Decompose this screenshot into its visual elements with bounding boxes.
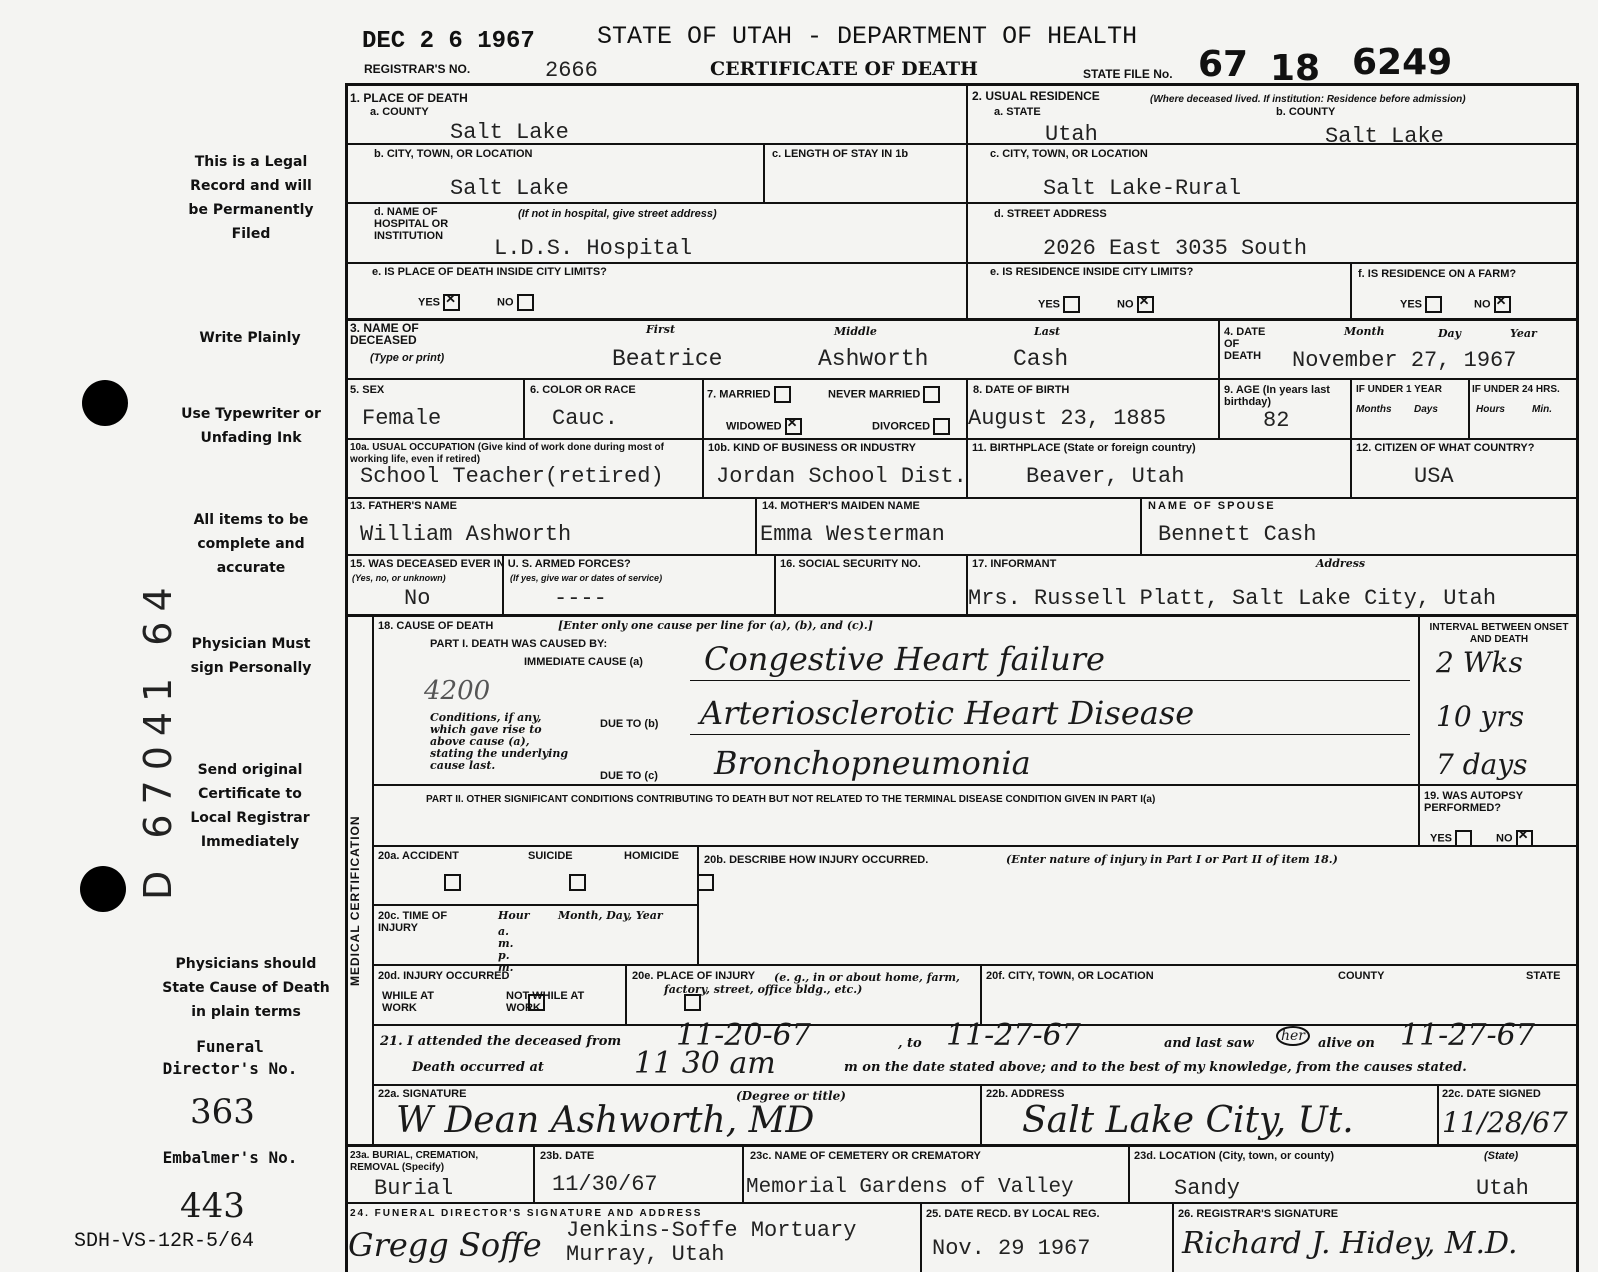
- death-occurred-note: m on the date stated above; and to the best of my knowledge, from the causes stated.: [844, 1060, 1467, 1075]
- location-state-label: (State): [1484, 1150, 1519, 1162]
- autopsy-no[interactable]: NO ✕: [1496, 830, 1533, 847]
- injury-county-label: COUNTY: [1338, 970, 1385, 982]
- physician-signature: W Dean Ashworth, MD: [396, 1100, 815, 1141]
- armed-forces-dates: ----: [554, 586, 607, 611]
- death-time: 11 30 am: [634, 1046, 776, 1081]
- date-signed-label: 22c. DATE SIGNED: [1442, 1088, 1541, 1100]
- part-one-label: PART I. DEATH WAS CAUSED BY:: [430, 638, 608, 650]
- armed-forces-label: 15. WAS DECEASED EVER IN U. S. ARMED FORCES?: [350, 558, 631, 570]
- date-of-birth: August 23, 1885: [968, 406, 1167, 431]
- to-label: , to: [898, 1036, 922, 1051]
- state-file-no-a: 67: [1198, 44, 1249, 85]
- funeral-director-address-1: Jenkins-Soffe Mortuary: [566, 1218, 857, 1243]
- sex: Female: [362, 406, 442, 431]
- funeral-director-address-2: Murray, Utah: [566, 1242, 725, 1267]
- residence-county: Salt Lake: [1325, 124, 1444, 149]
- residence-inside-yes[interactable]: YES: [1038, 296, 1080, 313]
- not-while-at-work-label: NOT WHILE AT WORK: [506, 990, 585, 1014]
- occupation-label: 10a. USUAL OCCUPATION (Give kind of work done during most of working life, even if retired): [350, 442, 664, 465]
- registrar-signature-label: 26. REGISTRAR'S SIGNATURE: [1178, 1208, 1339, 1220]
- cause-of-death-label: 18. CAUSE OF DEATH: [378, 620, 494, 632]
- cemetery: Memorial Gardens of Valley: [746, 1176, 1074, 1199]
- degree-label: (Degree or title): [736, 1089, 846, 1103]
- autopsy-no-box[interactable]: [1516, 830, 1533, 847]
- farm-yes-box[interactable]: [1425, 296, 1442, 313]
- cause-b: Arteriosclerotic Heart Disease: [700, 694, 1195, 732]
- interval-a: 2 Wks: [1436, 646, 1523, 679]
- never-married-box[interactable]: [923, 386, 940, 403]
- certificate-title: CERTIFICATE OF DEATH: [710, 58, 978, 80]
- armed-forces-dates-note: (If yes, give war or dates of service): [510, 573, 663, 583]
- informant: Mrs. Russell Platt, Salt Lake City, Utah: [968, 586, 1497, 611]
- funeral-director-signature: Gregg Soffe: [348, 1226, 542, 1264]
- birthplace: Beaver, Utah: [1026, 464, 1185, 489]
- form-number: SDH-VS-12R-5/64: [74, 1230, 255, 1253]
- registrar-no: 2666: [545, 58, 598, 83]
- punch-hole-bottom: [80, 866, 126, 912]
- divorced-box[interactable]: [933, 418, 950, 435]
- business: Jordan School Dist.: [716, 464, 967, 489]
- father-label: 13. FATHER'S NAME: [350, 500, 457, 512]
- department-title: STATE OF UTAH - DEPARTMENT OF HEALTH: [597, 22, 1138, 51]
- race-label: 6. COLOR OR RACE: [530, 384, 636, 396]
- attended-label: 21. I attended the deceased from: [380, 1034, 622, 1049]
- cemetery-label: 23c. NAME OF CEMETERY OR CREMATORY: [750, 1150, 981, 1162]
- ssn-label: 16. SOCIAL SECURITY NO.: [780, 558, 921, 570]
- state-file-no-b: 18: [1270, 48, 1321, 89]
- attended-to: 11-27-67: [946, 1018, 1081, 1053]
- place-inside-no-box[interactable]: [517, 294, 534, 311]
- registrar-no-label: REGISTRAR'S NO.: [364, 62, 471, 76]
- widowed-option[interactable]: WIDOWED ✕: [726, 418, 802, 435]
- injury-description-label: 20b. DESCRIBE HOW INJURY OCCURRED.: [704, 854, 929, 866]
- funeral-director-no: 363: [190, 1092, 255, 1132]
- residence-inside-no-box[interactable]: [1137, 296, 1154, 313]
- months-label: Months: [1356, 404, 1392, 415]
- sidebar-type: Use Typewriter or Unfading Ink: [181, 406, 321, 446]
- autopsy-yes[interactable]: YES: [1430, 830, 1472, 847]
- autopsy-label: 19. WAS AUTOPSY PERFORMED?: [1424, 790, 1523, 814]
- birthplace-label: 11. BIRTHPLACE (State or foreign country): [972, 442, 1196, 454]
- hospital-note: (If not in hospital, give street address): [518, 208, 717, 220]
- immediate-cause-label: IMMEDIATE CAUSE (a): [524, 656, 643, 668]
- due-to-b-label: DUE TO (b): [600, 718, 659, 730]
- under-1-year-label: IF UNDER 1 YEAR: [1356, 384, 1442, 395]
- divorced-option[interactable]: DIVORCED: [872, 418, 950, 435]
- age: 82: [1263, 408, 1290, 433]
- physician-address: Salt Lake City, Ut.: [1022, 1100, 1354, 1141]
- homicide-box[interactable]: [697, 874, 714, 891]
- day-label: Day: [1438, 327, 1462, 340]
- signature-label: 22a. SIGNATURE: [378, 1088, 467, 1100]
- funeral-director-no-label: Funeral Director's No.: [162, 1037, 298, 1078]
- length-of-stay-label: c. LENGTH OF STAY IN 1b: [772, 148, 909, 160]
- date-signed: 11/28/67: [1442, 1106, 1568, 1139]
- her-circled: her: [1276, 1026, 1310, 1046]
- due-to-c-label: DUE TO (c): [600, 770, 658, 782]
- residence-city-label: c. CITY, TOWN, OR LOCATION: [990, 148, 1148, 160]
- farm-yes[interactable]: YES: [1400, 296, 1442, 313]
- interval-c: 7 days: [1436, 748, 1528, 781]
- sidebar-legal: This is a Legal Record and will be Permanently Filed: [188, 154, 314, 242]
- residence-state-label: a. STATE: [994, 106, 1041, 118]
- place-inside-yes[interactable]: YES ✕: [418, 294, 460, 311]
- icd-code: 4200: [424, 676, 491, 706]
- punch-hole-top: [82, 380, 128, 426]
- month-label: Month: [1344, 325, 1385, 338]
- cause-of-death-note: [Enter only one cause per line for (a), (b), and (c).]: [558, 619, 873, 632]
- farm-no-box[interactable]: [1494, 296, 1511, 313]
- residence-note: (Where deceased lived. If institution: Residence before admission): [1150, 94, 1466, 105]
- year-label: Year: [1510, 327, 1537, 340]
- sex-label: 5. SEX: [350, 384, 385, 396]
- under-24-hrs-label: IF UNDER 24 HRS.: [1472, 384, 1560, 395]
- spouse-label: NAME OF SPOUSE: [1148, 500, 1276, 512]
- injury-occurred-label: 20d. INJURY OCCURRED: [378, 970, 510, 982]
- middle-label: Middle: [834, 325, 877, 338]
- father-name: William Ashworth: [360, 522, 572, 547]
- embalmer-no-label: Embalmer's No.: [162, 1148, 298, 1167]
- date-of-birth-label: 8. DATE OF BIRTH: [973, 384, 1070, 396]
- date-received: Nov. 29 1967: [932, 1236, 1091, 1261]
- location-state: Utah: [1476, 1176, 1529, 1201]
- accident-label: 20a. ACCIDENT: [378, 850, 459, 862]
- place-of-injury-label: 20e. PLACE OF INJURY: [632, 970, 756, 982]
- middle-name: Ashworth: [818, 346, 929, 372]
- am-pm-label: a. m. p. m.: [498, 925, 514, 974]
- not-while-at-work-box[interactable]: [684, 994, 701, 1011]
- while-at-work-label: WHILE AT WORK: [382, 990, 434, 1014]
- residence-county-label: b. COUNTY: [1276, 106, 1336, 118]
- place-of-death-label: 1. PLACE OF DEATH: [350, 91, 468, 105]
- burial-date-label: 23b. DATE: [540, 1150, 595, 1162]
- married-option[interactable]: 7. MARRIED: [707, 386, 791, 403]
- time-of-injury-label: 20c. TIME OF INJURY: [378, 910, 448, 934]
- stamp-date: DEC 2 6 1967: [362, 28, 535, 55]
- sidebar-physician: Physician Must sign Personally: [190, 636, 312, 676]
- suicide-label: SUICIDE: [528, 850, 573, 862]
- residence-city: Salt Lake-Rural: [1043, 176, 1242, 201]
- injury-description-note: (Enter nature of injury in Part I or Part II of item 18.): [1006, 853, 1338, 866]
- widowed-box[interactable]: [785, 418, 802, 435]
- name-label: 3. NAME OF DECEASED: [350, 321, 419, 347]
- state-file-no-c: 6249: [1352, 42, 1453, 83]
- injury-state-label: STATE: [1526, 970, 1561, 982]
- last-saw-date: 11-27-67: [1400, 1018, 1535, 1053]
- residence-inside-no[interactable]: NO ✕: [1117, 296, 1154, 313]
- armed-forces-note: (Yes, no, or unknown): [352, 573, 446, 583]
- medical-certification-label: MEDICAL CERTIFICATION: [348, 815, 362, 986]
- interval-label: INTERVAL BETWEEN ONSET AND DEATH: [1429, 622, 1569, 645]
- first-name: Beatrice: [612, 346, 723, 372]
- vertical-number: D 67041 64: [136, 577, 180, 900]
- place-of-injury-note: (e. g., in or about home, farm, factory, street, office bldg., etc.): [664, 971, 960, 996]
- death-occurred-label: Death occurred at: [412, 1060, 544, 1075]
- armed-forces: No: [404, 586, 431, 611]
- place-inside-no[interactable]: NO: [497, 294, 534, 311]
- cause-c: Bronchopneumonia: [714, 744, 1031, 782]
- residence-label: 2. USUAL RESIDENCE: [972, 89, 1100, 103]
- street-address-label: d. STREET ADDRESS: [994, 208, 1107, 220]
- place-inside-yes-box[interactable]: [443, 294, 460, 311]
- business-label: 10b. KIND OF BUSINESS OR INDUSTRY: [708, 442, 917, 454]
- min-label: Min.: [1532, 404, 1552, 415]
- state-file-label: STATE FILE No.: [1083, 67, 1173, 81]
- autopsy-yes-box[interactable]: [1455, 830, 1472, 847]
- never-married-option[interactable]: NEVER MARRIED: [828, 386, 940, 403]
- citizen: USA: [1414, 464, 1454, 489]
- alive-on-label: alive on: [1318, 1036, 1375, 1051]
- hour-label: Hour: [498, 909, 530, 922]
- date-of-death-label: 4. DATE OF DEATH: [1224, 326, 1266, 362]
- attended-from: 11-20-67: [676, 1018, 811, 1053]
- sidebar-send: Send original Certificate to Local Registrar Immediately: [190, 762, 310, 850]
- interval-b: 10 yrs: [1436, 700, 1525, 733]
- street-address: 2026 East 3035 South: [1043, 236, 1308, 261]
- burial: Burial: [374, 1176, 454, 1201]
- registrar-signature: Richard J. Hidey, M.D.: [1182, 1226, 1518, 1261]
- date-of-death: November 27, 1967: [1292, 348, 1517, 373]
- date-received-label: 25. DATE RECD. BY LOCAL REG.: [926, 1208, 1100, 1220]
- last-label: Last: [1034, 325, 1061, 338]
- place-city: Salt Lake: [450, 176, 569, 201]
- mother-label: 14. MOTHER'S MAIDEN NAME: [762, 500, 920, 512]
- spouse-name: Bennett Cash: [1158, 522, 1317, 547]
- place-county: Salt Lake: [450, 120, 569, 145]
- place-county-label: a. COUNTY: [370, 106, 429, 118]
- last-saw-label: and last saw: [1164, 1036, 1254, 1051]
- residence-inside-yes-box[interactable]: [1063, 296, 1080, 313]
- hours-label: Hours: [1476, 404, 1505, 415]
- age-label: 9. AGE (In years last birthday): [1224, 384, 1330, 408]
- funeral-director-signature-label: 24. FUNERAL DIRECTOR'S SIGNATURE AND ADDRESS: [350, 1208, 703, 1219]
- place-city-label: b. CITY, TOWN, OR LOCATION: [374, 148, 533, 160]
- mdy-label: Month, Day, Year: [558, 909, 663, 922]
- sidebar-write: Write Plainly: [199, 330, 301, 346]
- name-note: (Type or print): [370, 352, 445, 364]
- days-label: Days: [1414, 404, 1438, 415]
- residence-inside-label: e. IS RESIDENCE INSIDE CITY LIMITS?: [990, 266, 1194, 278]
- injury-city-label: 20f. CITY, TOWN, OR LOCATION: [986, 970, 1154, 982]
- part-two-label: PART II. OTHER SIGNIFICANT CONDITIONS CONTRIBUTING TO DEATH BUT NOT RELATED TO THE TERMINAL DISEASE CONDITION GIVEN IN PART I(a): [426, 794, 1156, 805]
- conditions-note: Conditions, if any, which gave rise to above cause (a), stating the underlying cause last.: [430, 711, 569, 772]
- hospital-name: L.D.S. Hospital: [494, 236, 693, 261]
- inside-city-label: e. IS PLACE OF DEATH INSIDE CITY LIMITS?: [372, 266, 607, 278]
- sidebar-complete: All items to be complete and accurate: [193, 512, 309, 576]
- mother-name: Emma Westerman: [760, 522, 945, 547]
- race: Cauc.: [552, 406, 619, 431]
- hospital-label: d. NAME OF HOSPITAL OR INSTITUTION: [374, 206, 449, 242]
- embalmer-no: 443: [180, 1186, 245, 1226]
- location-label: 23d. LOCATION (City, town, or county): [1134, 1150, 1335, 1162]
- physician-address-label: 22b. ADDRESS: [986, 1088, 1065, 1100]
- first-label: First: [646, 323, 676, 336]
- informant-label: 17. INFORMANT: [972, 558, 1057, 570]
- informant-address-label: Address: [1316, 557, 1366, 570]
- sidebar-cause: Physicians should State Cause of Death in plain terms: [162, 956, 330, 1020]
- location: Sandy: [1174, 1176, 1241, 1201]
- cause-a: Congestive Heart failure: [704, 640, 1105, 678]
- accident-box[interactable]: [444, 874, 461, 891]
- farm-no[interactable]: NO ✕: [1474, 296, 1511, 313]
- occupation: School Teacher(retired): [360, 464, 664, 489]
- suicide-box[interactable]: [569, 874, 586, 891]
- farm-label: f. IS RESIDENCE ON A FARM?: [1358, 268, 1517, 280]
- last-name: Cash: [1013, 346, 1069, 372]
- citizen-label: 12. CITIZEN OF WHAT COUNTRY?: [1356, 442, 1535, 454]
- burial-label: 23a. BURIAL, CREMATION, REMOVAL (Specify): [350, 1150, 479, 1173]
- married-box[interactable]: [774, 386, 791, 403]
- homicide-label: HOMICIDE: [624, 850, 679, 862]
- burial-date: 11/30/67: [552, 1172, 658, 1197]
- residence-state: Utah: [1045, 122, 1098, 147]
